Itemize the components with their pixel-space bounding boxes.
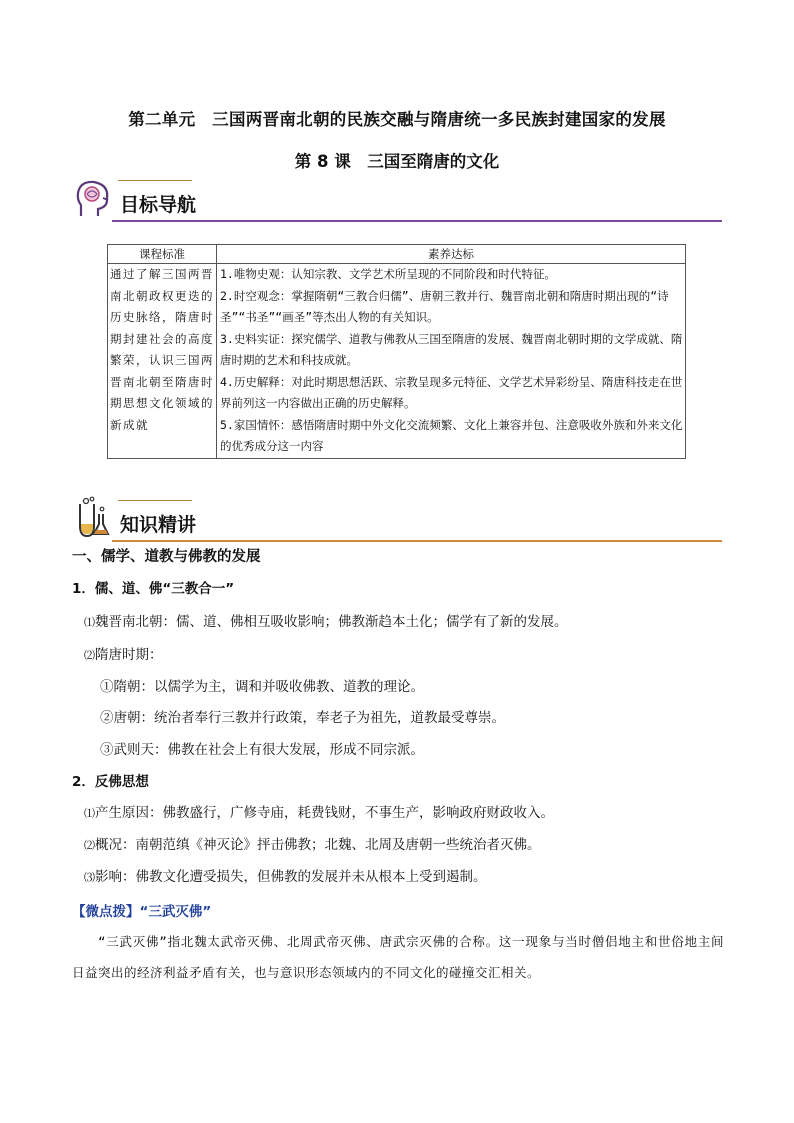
unit-title: 第二单元 三国两晋南北朝的民族交融与隋唐统一多民族封建国家的发展 — [128, 110, 666, 129]
tip-body: “三武灭佛”指北魏太武帝灭佛、北周武帝灭佛、唐武宗灭佛的合称。这一现象与当时僧侣地主和世俗地主间日益突出的经济利益矛盾有关，也与意识形态领域内的不同文化的碰撞交汇相关。 — [72, 934, 724, 980]
goal-item: 4.历史解释：对此时期思想活跃、宗教呈现多元特征、文学艺术异彩纷呈、隋唐科技走在世界前列这一内容做出正确的历史解释。 — [220, 374, 683, 410]
brain-head-icon — [72, 176, 112, 220]
list-item: ③武则天：佛教在社会上有很大发展，形成不同宗派。 — [100, 742, 424, 758]
subheading-anti-buddhism: 2．反佛思想 — [72, 774, 149, 790]
course-standard-cell: 通过了解三国两晋南北朝政权更迭的历史脉络，隋唐时期封建社会的高度繁荣，认识三国两晋南北朝至隋唐时期思想文化领域的新成就 — [108, 264, 217, 459]
table-header-goals: 素养达标 — [217, 245, 686, 264]
section-header-knowledge — [72, 496, 722, 542]
section-label-knowledge: 知识精讲 — [120, 514, 197, 536]
header-rule-purple — [112, 220, 722, 222]
goal-item: 2.时空观念：掌握隋朝“三教合归儒”、唐朝三教并行、魏晋南北朝和隋唐时期出现的“诗圣”“书圣”“画圣”等杰出人物的有关知识。 — [220, 288, 669, 324]
goals-table — [107, 244, 686, 459]
table-row — [108, 264, 686, 459]
heading-confucianism-taoism-buddhism: 一、儒学、道教与佛教的发展 — [72, 549, 261, 565]
goal-item: 1.唯物史观：认知宗教、文学艺术所呈现的不同阶段和时代特征。 — [220, 267, 556, 281]
list-item: ⑴产生原因：佛教盛行，广修寺庙，耗费钱财，不事生产，影响政府财政收入。 — [84, 805, 554, 821]
header-accent-line — [118, 180, 192, 181]
goal-item: 5.家国情怀：感悟隋唐时期中外文化交流频繁、文化上兼容并包、注意吸收外族和外来文化的优秀成分这一内容 — [220, 417, 683, 453]
literacy-goals-cell — [217, 264, 686, 459]
section-header-goals — [72, 176, 722, 222]
list-item: ①隋朝：以儒学为主，调和并吸收佛教、道教的理论。 — [100, 679, 424, 695]
goal-item: 3.史料实证：探究儒学、道教与佛教从三国至隋唐的发展、魏晋南北朝时期的文学成就、隋唐时期的艺术和科技成就。 — [220, 331, 683, 367]
header-rule-orange — [112, 540, 722, 542]
list-item: ②唐朝：统治者奉行三教并行政策，奉老子为祖先，道教最受尊崇。 — [100, 710, 505, 726]
list-item: ⑵概况：南朝范缜《神灭论》抨击佛教；北魏、北周及唐朝一些统治者灭佛。 — [84, 837, 541, 853]
tip-label: 【微点拨】“三武灭佛” — [72, 904, 212, 920]
list-item: ⑵隋唐时期： — [84, 647, 163, 663]
lab-flask-icon — [72, 496, 112, 540]
subheading-three-teachings: 1．儒、道、佛“三教合一” — [72, 581, 235, 597]
header-accent-line — [118, 500, 192, 501]
list-item: ⑴魏晋南北朝：儒、道、佛相互吸收影响；佛教渐趋本土化；儒学有了新的发展。 — [84, 614, 568, 630]
list-item: ⑶影响：佛教文化遭受损失，但佛教的发展并未从根本上受到遏制。 — [84, 869, 487, 885]
lesson-title: 第 8 课 三国至隋唐的文化 — [294, 152, 500, 171]
table-header-row — [108, 245, 686, 264]
table-header-standard: 课程标准 — [108, 245, 217, 264]
section-label-goals: 目标导航 — [120, 194, 197, 216]
